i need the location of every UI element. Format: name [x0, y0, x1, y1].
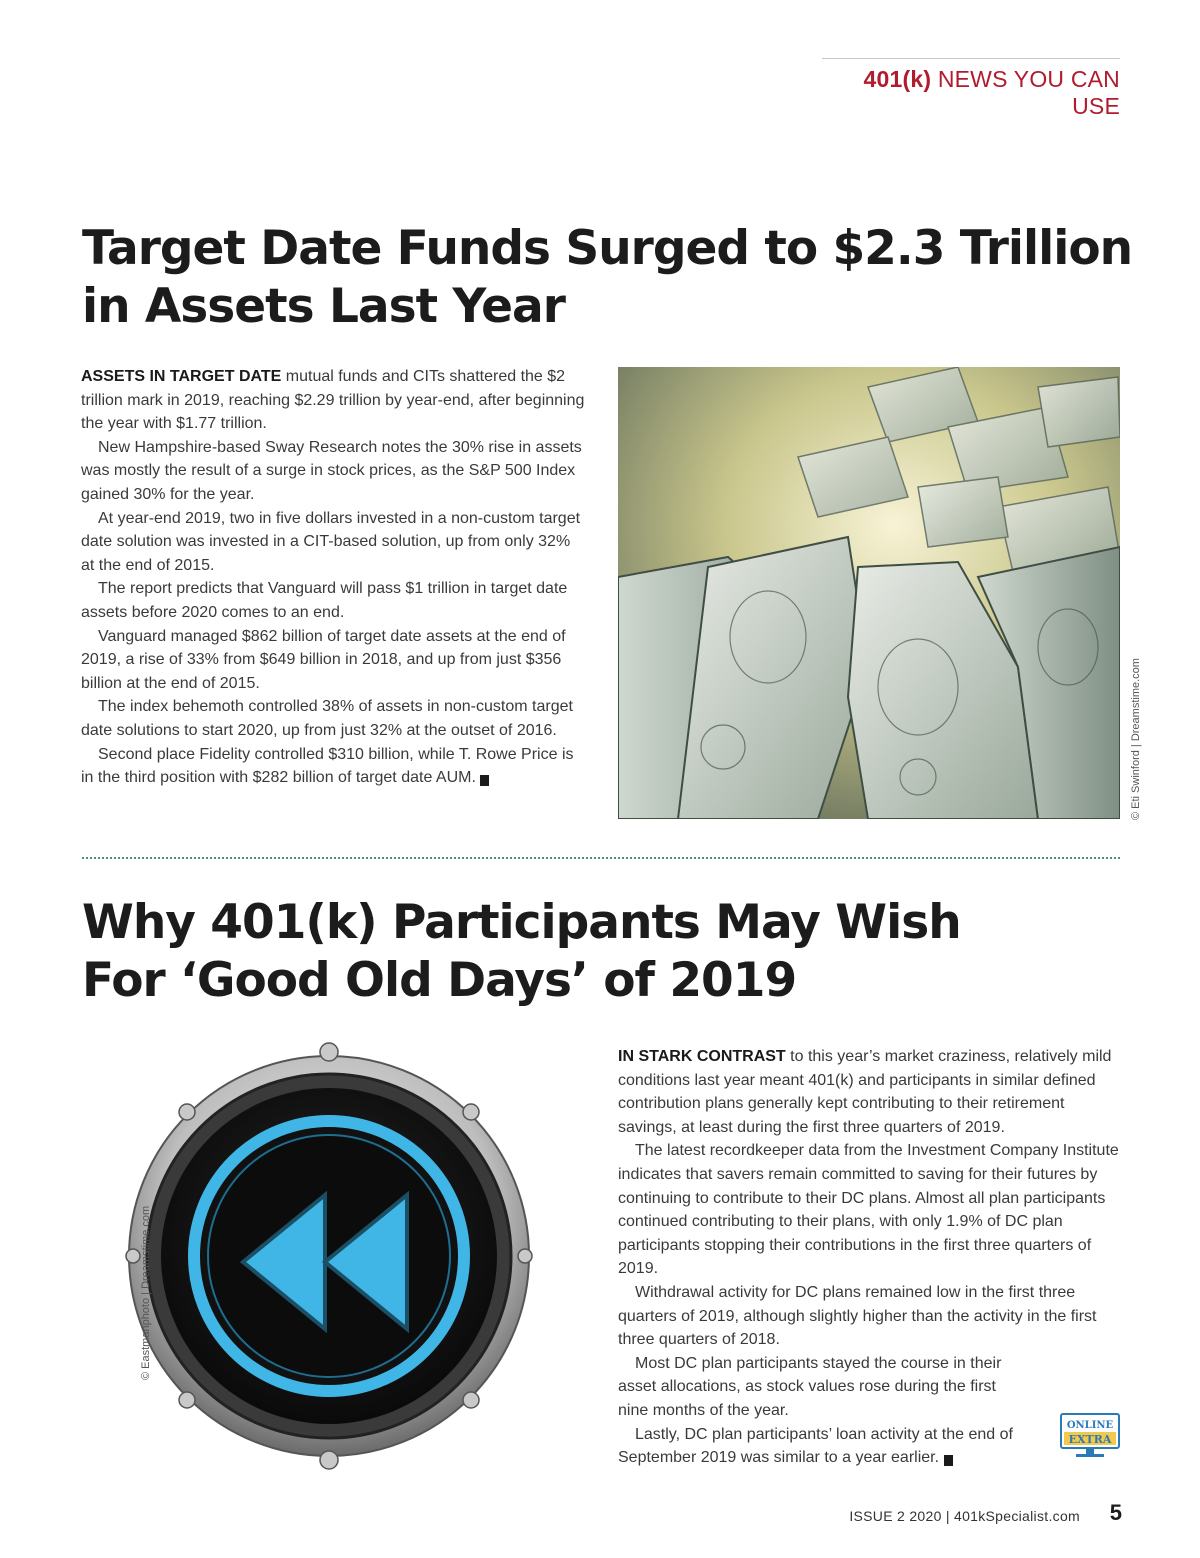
article1-paragraph-3: At year-end 2019, two in five dollars invested in a non-custom target date solution was invested in a CIT-based solution, up from only 32% at the end of 2015.	[81, 509, 581, 574]
article1-paragraph-7-text: Second place Fidelity controlled $310 billion, while T. Rowe Price is in the third position with $282 billion of target date AUM.	[81, 745, 574, 787]
online-extra-icon[interactable]	[1060, 1413, 1120, 1459]
section-header	[822, 66, 1120, 120]
rewind-button-photo	[125, 1040, 533, 1472]
section-title: NEWS YOU CAN USE	[937, 66, 1120, 119]
article2-body	[618, 1045, 1121, 1470]
article2-paragraph-2: The latest recordkeeper data from the Investment Company Institute indicates that savers remain committed to saving for their futures by continuing to contribute to their DC plans. Almost all plan participants continued contributing to their plans, with only 1.9% of DC plan participants stopping their contributions in the first three quarters of 2019.	[618, 1142, 1119, 1278]
money-photo	[618, 367, 1120, 819]
header-rule	[822, 58, 1120, 59]
article1-lead-in: ASSETS IN TARGET DATE	[81, 368, 282, 385]
article2-paragraph-3: Withdrawal activity for DC plans remained low in the first three quarters of 2019, although slightly higher than the activity in the first three quarters of 2018.	[618, 1283, 1097, 1349]
article2-paragraph-1-text: to this year’s market craziness, relatively mild conditions last year meant 401(k) and participants in similar defined contribution plans generally kept contributing to their retirement savings, at least during the first three quarters of 2019.	[618, 1048, 1112, 1136]
article1-paragraph-1	[81, 365, 586, 436]
article2-paragraph-1	[618, 1045, 1121, 1139]
section-brand: 401(k)	[863, 66, 932, 92]
article2-photo-credit: © Eastmanphoto | Dreamstime.com	[140, 1205, 152, 1380]
article1-headline	[82, 220, 1132, 336]
end-mark-icon: K	[480, 775, 489, 786]
article1-paragraph-1-text: mutual funds and CITs shattered the $2 trillion mark in 2019, reaching $2.29 trillion by year-end, after beginning the year with $1.77 trillion.	[81, 368, 585, 433]
article2-headline-line2: For ‘Good Old Days’ of 2019	[82, 953, 797, 1008]
article2-lead-in: IN STARK CONTRAST	[618, 1048, 786, 1065]
footer-issue: ISSUE 2 2020 | 401kSpecialist.com	[849, 1508, 1080, 1524]
article2-paragraph-5-text: Lastly, DC plan participants’ loan activity at the end of September 2019 was similar to a year earlier.	[618, 1425, 1013, 1467]
article2-paragraph-5	[618, 1423, 1121, 1470]
article2-paragraph-4: Most DC plan participants stayed the course in their asset allocations, as stock values rose during the first nine months of the year.	[618, 1354, 1002, 1419]
online-extra-line1: ONLINE	[1066, 1420, 1114, 1431]
article1-photo-credit: © Eti Swinford | Dreamstime.com	[1130, 658, 1142, 820]
article1-paragraph-4: The report predicts that Vanguard will pass $1 trillion in target date assets before 2020 comes to an end.	[81, 580, 568, 621]
article1-paragraph-2: New Hampshire-based Sway Research notes the 30% rise in assets was mostly the result of a surge in stock prices, as the S&P 500 Index gained 30% for the year.	[81, 438, 582, 503]
article1-headline-line1: Target Date Funds Surged to $2.3 Trillion	[82, 221, 1133, 276]
end-mark-icon: K	[944, 1455, 953, 1466]
article1-paragraph-5: Vanguard managed $862 billion of target date assets at the end of 2019, a rise of 33% from $649 billion in 2018, and up from just $356 billion at the end of 2015.	[81, 627, 566, 692]
article2-headline	[82, 894, 961, 1010]
page-number: 5	[1109, 1500, 1122, 1525]
online-extra-line2: EXTRA	[1068, 1433, 1112, 1446]
article1-body	[81, 365, 586, 790]
article-divider	[82, 857, 1120, 859]
article1-paragraph-7	[81, 743, 586, 790]
article2-headline-line1: Why 401(k) Participants May Wish	[82, 895, 961, 950]
article1-paragraph-6: The index behemoth controlled 38% of assets in non-custom target date solutions to start 2020, up from just 32% at the outset of 2016.	[81, 698, 573, 739]
article1-headline-line2: in Assets Last Year	[82, 279, 565, 334]
